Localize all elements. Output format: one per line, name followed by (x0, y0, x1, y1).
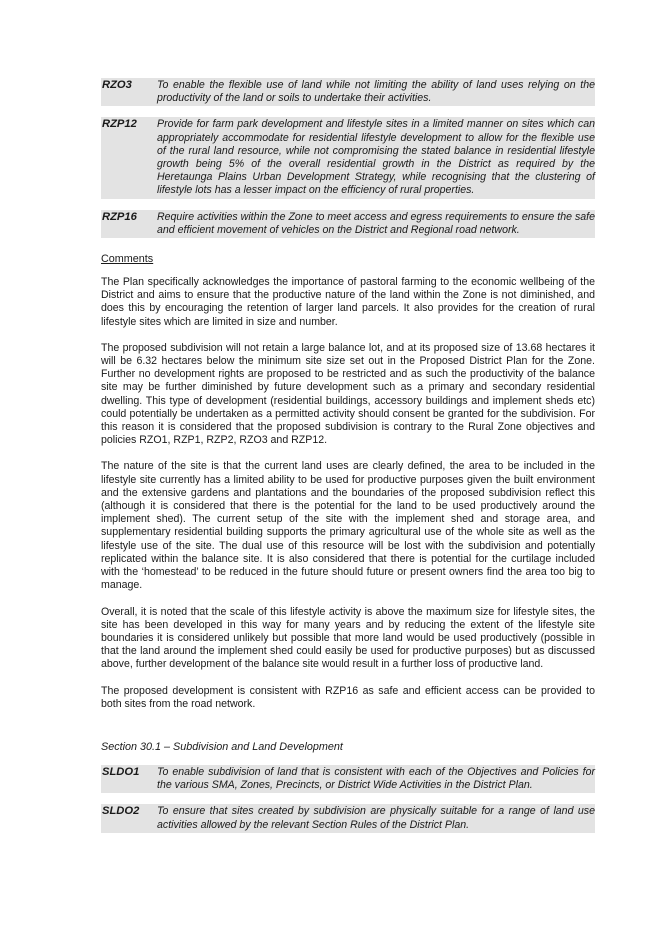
comment-paragraph: The proposed development is consistent with RZP16 as safe and efficient access can be provided to both sites from the road network. (101, 684, 595, 710)
policy-text: To enable the flexible use of land while not limiting the ability of land uses relying on the productivity of the land or soils to undertake their activities. (157, 79, 595, 105)
policy-row-rzp16 (101, 210, 595, 238)
policy-code: RZP16 (102, 210, 137, 223)
policy-row-rzo3 (101, 78, 595, 106)
subdivision-policy-table (101, 765, 595, 833)
policy-text: To ensure that sites created by subdivision are physically suitable for a range of land use activities allowed by the relevant Section Rules of the District Plan. (157, 805, 595, 831)
comment-paragraph: The Plan specifically acknowledges the importance of pastoral farming to the economic wellbeing of the District and aims to ensure that the productive nature of the land within the Zone is not diminished, and does this by encouraging the retention of larger land parcels. It also provides for the creation of rural lifestyle sites which are limited in size and number. (101, 276, 595, 328)
section-heading: Section 30.1 – Subdivision and Land Development (101, 740, 343, 753)
comment-paragraph: The nature of the site is that the current land uses are clearly defined, the area to be included in the lifestyle site currently has a limited ability to be used for productive purposes given the built environment and the extensive gardens and plantations and the boundaries of the proposed subdivision reflect this (although it is considered that there is the potential for the land to be used productively around the implement shed). The current setup of the site with the implement shed and storage area, and supplementary residential building supports the primary agricultural use of the whole site as well as the lifestyle use of the site. The dual use of this resource will be lost with the subdivision and potentially replicated within the balance site. It is also considered that there is potential for the curtilage included with the ‘homestead’ to be reduced in the future should future or present owners find the area too big to manage. (101, 460, 595, 592)
comments-heading: Comments (101, 253, 154, 266)
rural-zone-policy-table (101, 78, 595, 238)
page-content (101, 78, 595, 844)
policy-row-rzp12 (101, 117, 595, 198)
policy-row-sldo2 (101, 804, 595, 832)
policy-text: Require activities within the Zone to meet access and egress requirements to ensure the safe and efficient movement of vehicles on the District and Regional road network. (157, 210, 595, 236)
policy-text: Provide for farm park development and lifestyle sites in a limited manner on sites which can appropriately accommodate for residential lifestyle development to allow for the flexible use of the rural land resource, while not compromising the stated balance in residential lifestyle growth being 5% of the overall residential growth in the District as required by the Heretaunga Plains Urban Development Strategy, while recognising that the clustering of lifestyle lots has a lesser impact on the efficiency of rural properties. (157, 118, 595, 197)
policy-code: SLDO1 (102, 765, 140, 778)
policy-text: To enable subdivision of land that is consistent with each of the Objectives and Policies for the various SMA, Zones, Precincts, or District Wide Activities in the District Plan. (157, 765, 595, 792)
policy-row-sldo1 (101, 765, 595, 793)
comment-paragraph: Overall, it is noted that the scale of this lifestyle activity is above the maximum size for lifestyle sites, the site has been developed in this way for many years and by reducing the extent of the lifestyle site boundaries it is considered unlikely but possible that more land would be used productively (possible in that the land around the implement shed could easily be used for productive purposes) but as discussed above, further development of the balance site would result in a further loss of productive land. (101, 605, 595, 671)
policy-code: RZO3 (102, 79, 132, 91)
comment-paragraph: The proposed subdivision will not retain a large balance lot, and at its proposed size of 13.68 hectares it will be 6.32 hectares below the minimum site size set out in the Proposed District Plan for the Zone. Further no development rights are proposed to be restricted and as such the productivity of the balance site may be further diminished by future development such as a primary and secondary residential dwelling. This type of development (residential buildings, accessory buildings and implement sheds etc) could potentially be undertaken as a permitted activity should consent be granted for the subdivision. For this reason it is considered that the proposed subdivision is contrary to the Rural Zone objectives and policies RZO1, RZP1, RZP2, RZO3 and RZP12. (101, 341, 595, 447)
policy-code: SLDO2 (102, 805, 140, 818)
policy-code: RZP12 (102, 118, 137, 131)
